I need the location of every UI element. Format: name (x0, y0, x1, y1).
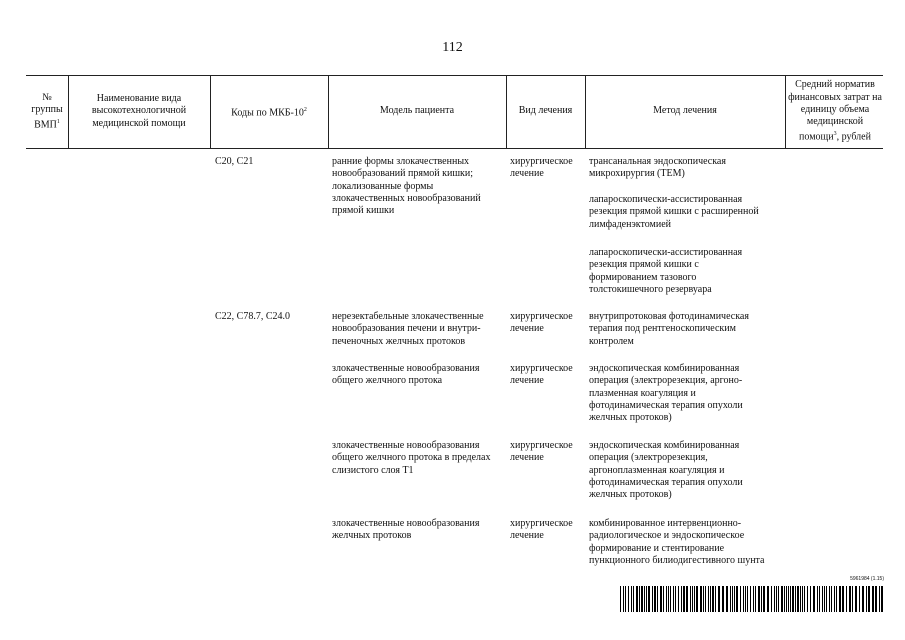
header-average-cost: Средний норматив финансовых затрат на единицу объема медицинской помощи$^3$, рублей (788, 79, 882, 143)
row-codes: C22, C78.7, C24.0 (215, 311, 291, 322)
column-divider (506, 75, 507, 148)
row-patient-model: нерезектабельные злокачественные новообразования печени и внутри- печеночных желчных протоков (332, 311, 484, 347)
column-divider (328, 75, 329, 148)
row-patient-model: злокачественные новообразования общего желчного протока в пределах слизистого слоя T1 (332, 440, 491, 476)
header-patient-model: Модель пациента (379, 105, 455, 117)
column-divider (585, 75, 586, 148)
column-divider (68, 75, 69, 148)
row-treatment-method: внутрипротоковая фотодинамическая терапия под рентгеноскопическим контролем (589, 311, 749, 347)
header-treatment-type: Вид лечения (518, 105, 573, 117)
header-group-number: № группы ВМП$^1$ (31, 91, 63, 131)
row-codes: C20, C21 (215, 156, 254, 167)
row-treatment-type: хирургическое лечение (510, 440, 573, 464)
header-treatment-method: Метод лечения (653, 105, 717, 117)
column-divider (210, 75, 211, 148)
barcode-label: 5961984 (1.15) (850, 576, 884, 582)
row-patient-model: злокачественные новообразования желчных протоков (332, 518, 480, 542)
row-treatment-method: комбинированное интервенционно- радиологическое и эндоскопическое формирование и стентирование пункционного билиодигестивного шунта (589, 518, 765, 566)
barcode-icon (620, 586, 884, 612)
header-icd-codes: Коды по МКБ-$10^2$ (231, 106, 307, 119)
row-treatment-method: эндоскопическая комбинированная операция (электрорезекция, аргоно- плазменная коагуляция и фотодинамическая терапия опухоли желчных протоков) (589, 363, 743, 424)
column-divider (785, 75, 786, 148)
page-number: 112 (442, 40, 463, 55)
row-treatment-method: лапароскопически-ассистированная резекция прямой кишки с формированием тазового толстокишечного резервуара (589, 247, 743, 295)
header-care-type: Наименование вида высокотехнологичной медицинской помощи (91, 93, 187, 129)
row-treatment-type: хирургическое лечение (510, 311, 573, 335)
row-treatment-method: трансанальная эндоскопическая микрохирургия (ТЕМ) (589, 156, 726, 180)
table-header-bottom-border (26, 148, 883, 149)
row-patient-model: ранние формы злокачественных новообразований прямой кишки; локализованные формы злокачественных новообразований прямой кишки (332, 156, 481, 217)
row-treatment-type: хирургическое лечение (510, 363, 573, 387)
row-treatment-method: эндоскопическая комбинированная операция (электрорезекция, аргоноплазменная коагуляция и фотодинамическая терапия опухоли желчных протоков) (589, 440, 743, 501)
row-treatment-type: хирургическое лечение (510, 156, 573, 180)
row-treatment-type: хирургическое лечение (510, 518, 573, 542)
row-patient-model: злокачественные новообразования общего желчного протока (332, 363, 480, 387)
row-treatment-method: лапароскопически-ассистированная резекция прямой кишки с расширенной лимфаденэктомией (589, 194, 759, 230)
